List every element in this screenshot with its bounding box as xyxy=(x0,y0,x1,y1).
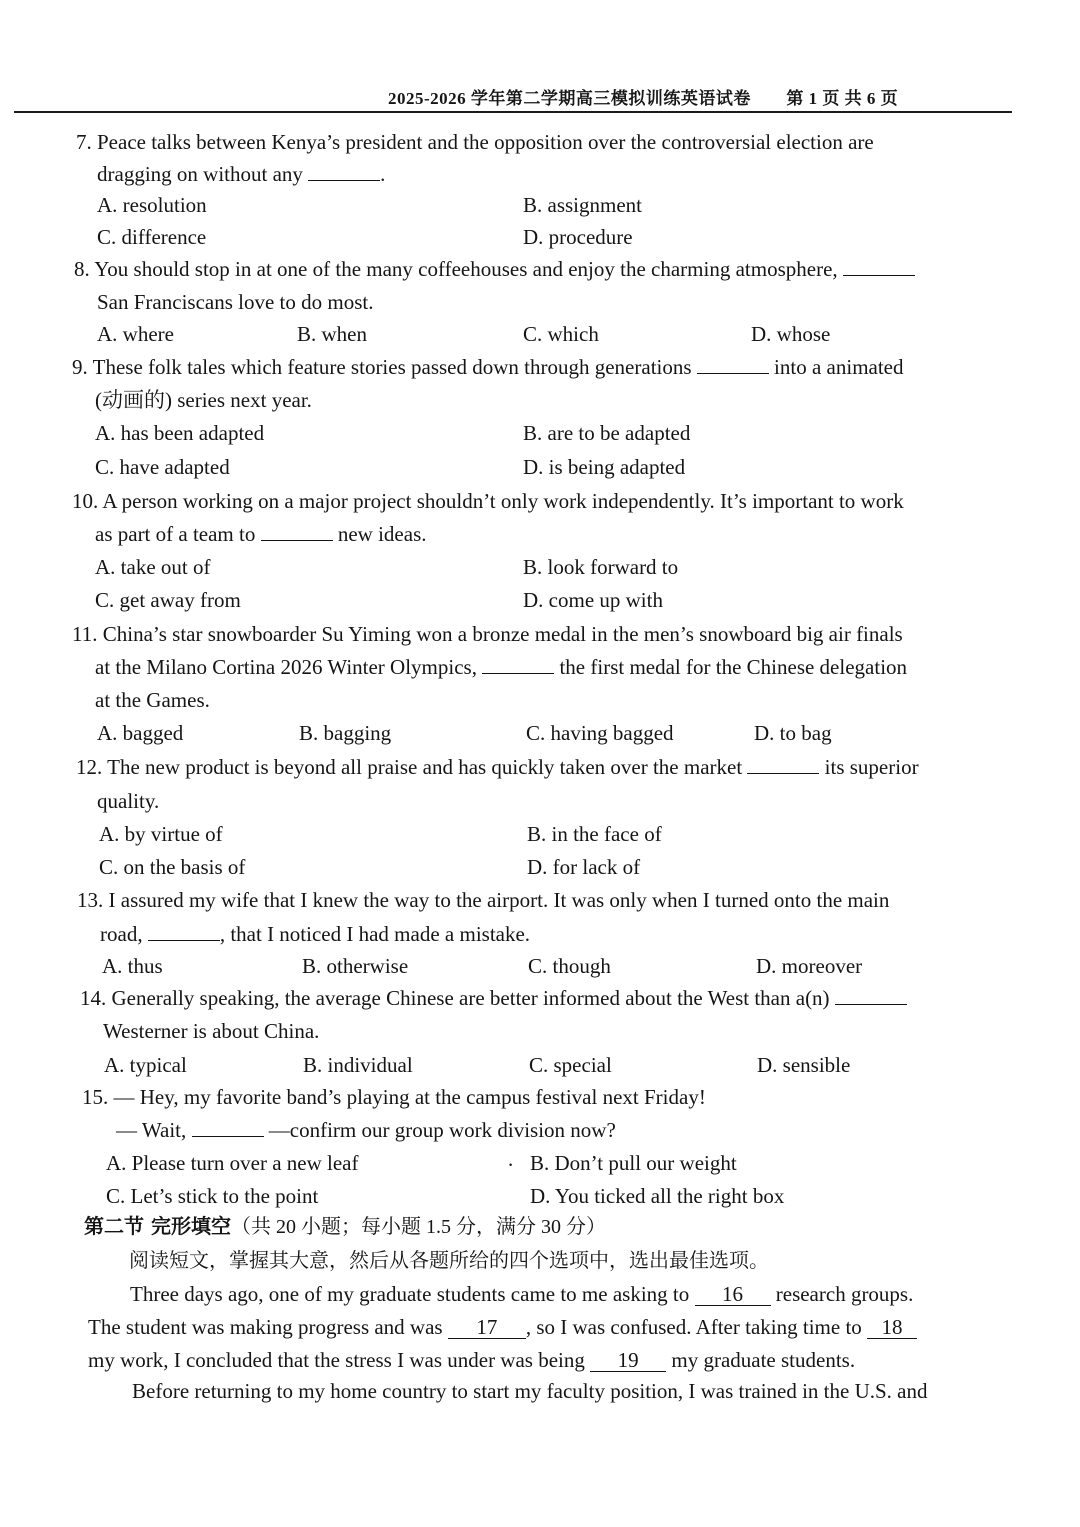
question-text: A person working on a major project shouldn’t only work independently. It’s important to work xyxy=(102,489,904,513)
question-10-line2: as part of a team to new ideas. xyxy=(95,522,427,546)
option-b: B. bagging xyxy=(299,721,392,745)
question-text: China’s star snowboarder Su Yiming won a bronze medal in the men’s snowboard big air finals xyxy=(102,622,903,646)
page-header xyxy=(388,84,898,109)
question-14 xyxy=(80,982,907,1014)
option-d: D. sensible xyxy=(757,1053,851,1077)
option-c: C. have adapted xyxy=(95,455,230,479)
question-7 xyxy=(76,126,874,158)
answer-blank xyxy=(148,922,220,941)
option-b: B. assignment xyxy=(523,193,642,217)
answer-blank xyxy=(843,257,915,276)
question-13-line2: road, , that I noticed I had made a mistake. xyxy=(100,922,531,946)
option-d: D. come up with xyxy=(523,588,663,612)
question-15-line2: — Wait, —confirm our group work division now? xyxy=(116,1118,616,1142)
option-d: D. You ticked all the right box xyxy=(530,1184,785,1208)
question-number: 9. xyxy=(72,355,88,379)
option-c: C. Let’s stick to the point xyxy=(106,1184,319,1208)
answer-blank xyxy=(308,162,380,181)
question-number: 10. xyxy=(72,489,99,513)
question-number: 8. xyxy=(74,257,90,281)
option-d: D. for lack of xyxy=(527,855,641,879)
option-a: A. bagged xyxy=(97,721,184,745)
passage-line-3: my work, I concluded that the stress I was under was being 19 my graduate students. xyxy=(88,1348,856,1372)
option-d: D. to bag xyxy=(754,721,832,745)
question-11 xyxy=(72,618,903,650)
answer-blank xyxy=(697,355,769,374)
option-c: C. get away from xyxy=(95,588,241,612)
option-b: B. in the face of xyxy=(527,822,662,846)
option-b: B. are to be adapted xyxy=(523,421,691,445)
section-heading: 第二节 完形填空 xyxy=(84,1214,231,1238)
question-text: You should stop in at one of the many coffeehouses and enjoy the charming atmosphere, xyxy=(94,257,838,281)
option-b: B. individual xyxy=(303,1053,413,1077)
cloze-blank-19: 19 xyxy=(590,1349,666,1372)
cloze-blank-16: 16 xyxy=(695,1283,771,1306)
question-15 xyxy=(82,1081,706,1113)
question-12: 12. The new product is beyond all praise and has quickly taken over the market its superior xyxy=(76,751,919,783)
option-b: B. Don’t pull our weight xyxy=(530,1151,737,1175)
header-divider xyxy=(14,111,1012,113)
question-number: 7. xyxy=(76,130,92,154)
answer-blank xyxy=(192,1118,264,1137)
section-scoring: （共 20 小题；每小题 1.5 分，满分 30 分） xyxy=(230,1216,606,1238)
passage-line-4: Before returning to my home country to start my faculty position, I was trained in the U.S. and xyxy=(132,1379,928,1403)
question-11-line3: at the Games. xyxy=(95,688,210,712)
option-b: B. when xyxy=(297,322,367,346)
question-text: These folk tales which feature stories passed down through generations xyxy=(92,355,692,379)
option-d: D. whose xyxy=(751,322,831,346)
question-number: 15. xyxy=(82,1085,109,1109)
option-c: C. which xyxy=(523,322,599,346)
page-info: 第 1 页 共 6 页 xyxy=(786,89,899,108)
question-8-line2: San Franciscans love to do most. xyxy=(97,290,374,314)
question-text: I assured my wife that I knew the way to the airport. It was only when I turned onto the main xyxy=(108,888,890,912)
option-d: D. is being adapted xyxy=(523,455,686,479)
option-c: C. having bagged xyxy=(526,721,674,745)
section-instruction: 阅读短文，掌握其大意，然后从各题所给的四个选项中，选出最佳选项。 xyxy=(129,1248,769,1272)
question-9-line2: (动画的) series next year. xyxy=(95,388,312,412)
answer-blank xyxy=(482,655,554,674)
option-a: A. resolution xyxy=(97,193,207,217)
exam-title: 2025-2026 学年第二学期高三模拟训练英语试卷 xyxy=(388,89,751,108)
option-d: D. procedure xyxy=(523,225,633,249)
option-c: C. difference xyxy=(97,225,207,249)
answer-blank xyxy=(261,522,333,541)
question-text: Peace talks between Kenya’s president and the opposition over the controversial election are xyxy=(97,130,874,154)
question-number: 12. xyxy=(76,755,103,779)
option-d: D. moreover xyxy=(756,954,863,978)
answer-blank xyxy=(835,986,907,1005)
cloze-blank-17: 17 xyxy=(448,1316,526,1339)
question-text: — Hey, my favorite band’s playing at the campus festival next Friday! xyxy=(113,1085,706,1109)
option-b: B. otherwise xyxy=(302,954,409,978)
option-a: A. take out of xyxy=(95,555,211,579)
passage-line-1: Three days ago, one of my graduate students came to me asking to 16 research groups. xyxy=(130,1282,914,1306)
cloze-blank-18: 18 xyxy=(867,1316,917,1339)
question-text: Generally speaking, the average Chinese are better informed about the West than a(n) xyxy=(111,986,830,1010)
option-a: A. by virtue of xyxy=(99,822,223,846)
option-c: C. on the basis of xyxy=(99,855,246,879)
question-text: The new product is beyond all praise and has quickly taken over the market xyxy=(107,755,743,779)
question-9: 9. These folk tales which feature stories passed down through generations into a animated xyxy=(72,351,904,383)
option-c: C. though xyxy=(528,954,611,978)
question-7-line2: dragging on without any . xyxy=(97,162,386,186)
question-14-line2: Westerner is about China. xyxy=(103,1019,320,1043)
option-c: C. special xyxy=(529,1053,612,1077)
answer-blank xyxy=(747,755,819,774)
question-number: 13. xyxy=(77,888,104,912)
passage-line-2: The student was making progress and was 17 , so I was confused. After taking time to 18 xyxy=(88,1311,917,1343)
question-number: 14. xyxy=(80,986,107,1010)
option-a: A. typical xyxy=(104,1053,187,1077)
question-8 xyxy=(74,253,915,285)
question-10 xyxy=(72,485,904,517)
option-a: A. where xyxy=(97,322,174,346)
option-a: A. Please turn over a new leaf xyxy=(106,1151,359,1175)
option-a: A. has been adapted xyxy=(95,421,265,445)
question-12-line2: quality. xyxy=(97,789,160,813)
stray-dot: . xyxy=(508,1147,514,1171)
question-number: 11. xyxy=(72,622,98,646)
question-11-line2: at the Milano Cortina 2026 Winter Olympics, the first medal for the Chinese delegation xyxy=(95,655,908,679)
question-13 xyxy=(77,884,889,916)
option-b: B. look forward to xyxy=(523,555,679,579)
option-a: A. thus xyxy=(102,954,163,978)
section-title xyxy=(84,1211,606,1242)
